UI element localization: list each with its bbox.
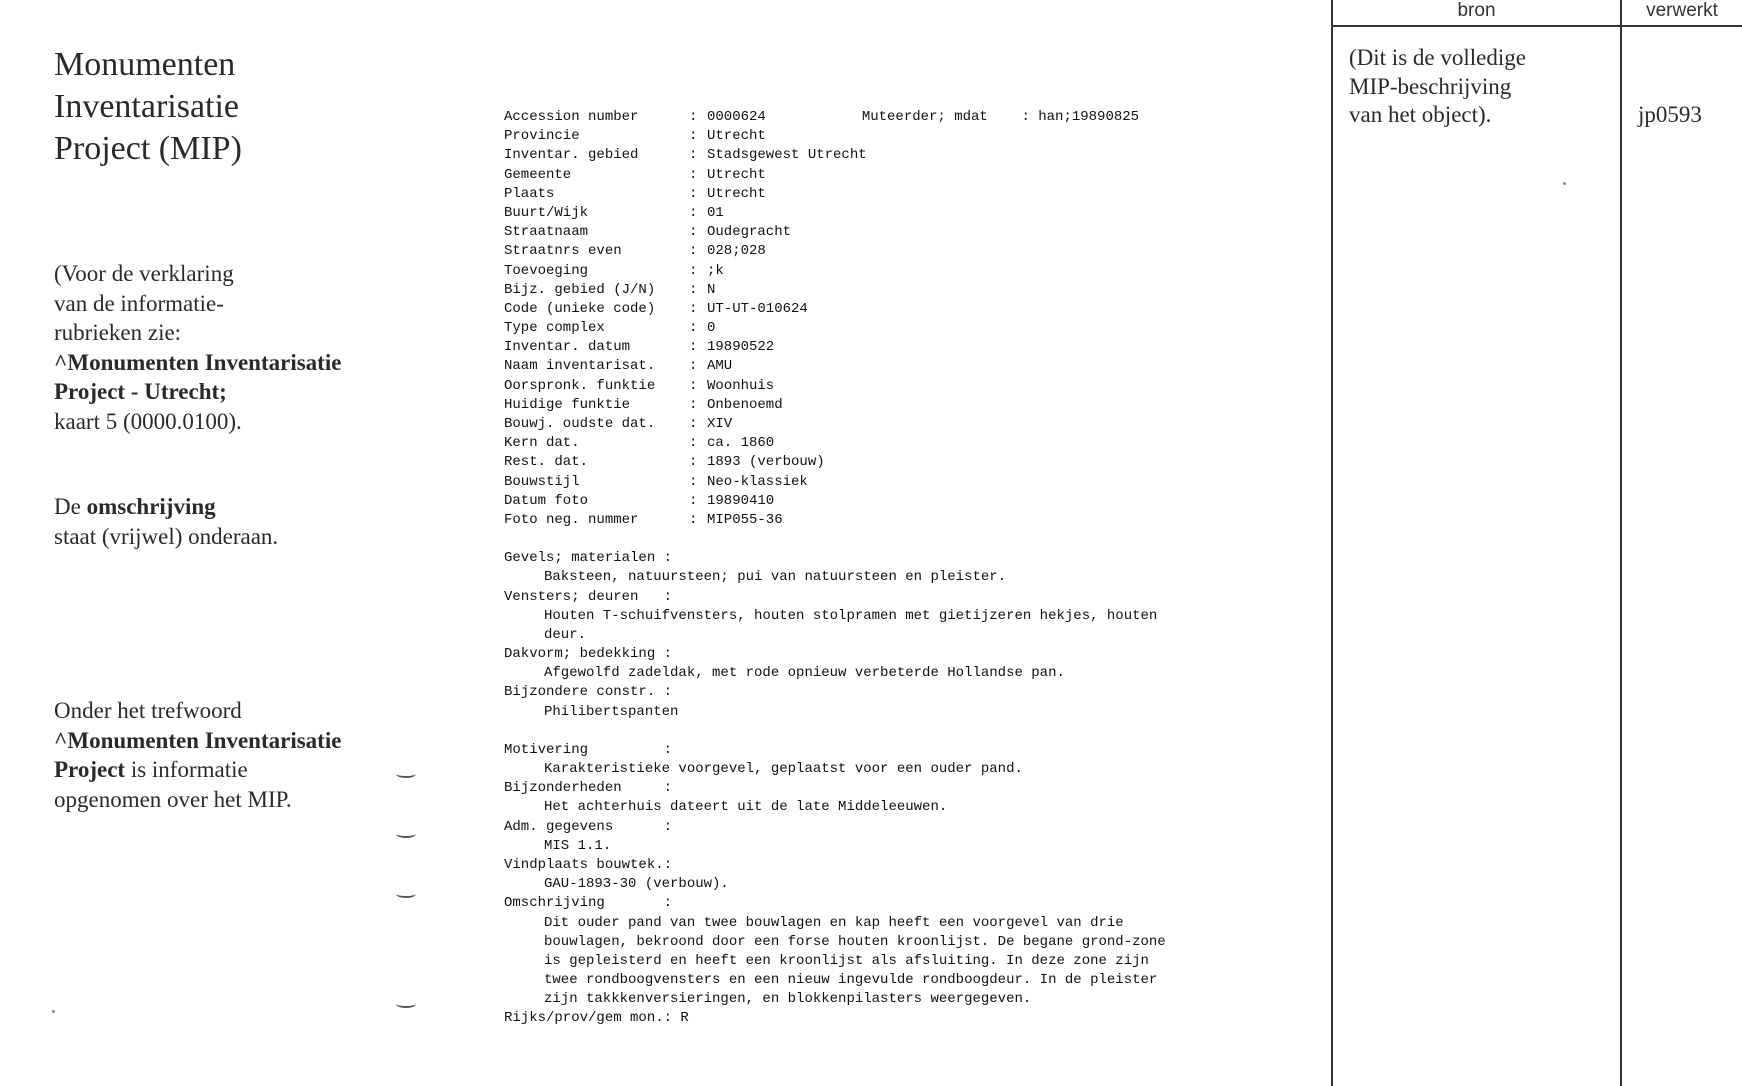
record-field-row — [504, 204, 1166, 223]
section-heading: Vensters; deuren : — [504, 588, 673, 605]
field-label: Oorspronk. funktie — [504, 377, 656, 394]
field-label: Provincie — [504, 128, 580, 145]
field-value: N — [707, 281, 716, 298]
record-field-row — [504, 127, 1166, 146]
field-value: AMU — [707, 358, 733, 375]
section-text-line: Afgewolfd zadeldak, met rode opnieuw verbeterde Hollandse pan. — [544, 665, 1065, 682]
field-label: Straatnrs even — [504, 243, 622, 260]
page-title — [54, 44, 242, 170]
note-line: De omschrijving — [54, 494, 216, 519]
record-field-row — [504, 166, 1166, 185]
note-line: staat (vrijwel) onderaan. — [54, 523, 279, 549]
field-value: UT-UT-010624 — [707, 300, 808, 317]
field-label: Bijz. gebied (J/N) — [504, 281, 656, 298]
section-text-line: bouwlagen, bekroond door een forse houten kroonlijst. De begane grond-zone — [544, 933, 1166, 950]
field-label: Bouwj. oudste dat. — [504, 416, 656, 432]
field-value: ;k — [707, 262, 724, 279]
title-line: Monumenten — [54, 46, 236, 83]
section-heading: Adm. gegevens : — [504, 818, 673, 835]
section-text-line: zijn takkkenversieringen, en blokkenpilasters weergegeven. — [544, 991, 1032, 1008]
field-separator: : — [689, 511, 698, 528]
bron-line: MIP-beschrijving — [1349, 73, 1512, 99]
bron-line: van het object). — [1349, 102, 1492, 127]
record-field-row — [504, 357, 1166, 376]
field-label: Gemeente — [504, 166, 572, 183]
reference-link-line[interactable]: ^Monumenten Inventarisatie — [54, 727, 342, 753]
field-value: Utrecht — [707, 166, 766, 183]
record-field-row — [504, 242, 1166, 261]
section-text-line: Het achterhuis dateert uit de late Middeleeuwen. — [544, 799, 948, 816]
field-separator: : — [689, 416, 698, 432]
field-separator: : — [689, 300, 698, 317]
section-heading: Vindplaats bouwtek.: — [504, 856, 673, 873]
record-field-row — [504, 338, 1166, 357]
record-sections-notes — [504, 741, 1166, 1010]
section-heading: Gevels; materialen : — [504, 550, 673, 567]
record-field-row — [504, 377, 1166, 396]
field-separator: : — [689, 358, 698, 375]
note-line: van de informatie- — [54, 290, 224, 316]
field-separator: : — [689, 185, 698, 202]
field-label: Bouwstijl — [504, 473, 580, 490]
field-label: Naam inventarisat. — [504, 358, 656, 375]
section-text-line: twee rondboogvensters en een nieuw ingevulde rondboogdeur. In de pleister — [544, 972, 1158, 989]
binder-hole-mark — [396, 1000, 416, 1008]
field-label: Huidige funktie — [504, 396, 631, 413]
bron-note — [1349, 44, 1526, 130]
record-field-row — [504, 319, 1166, 338]
reference-link[interactable]: Project — [54, 757, 126, 782]
section-heading: Bijzondere constr. : — [504, 684, 673, 701]
binder-hole-mark — [396, 890, 416, 898]
field-separator: : — [689, 109, 698, 125]
mip-record — [504, 108, 1166, 1029]
keyword-note — [54, 696, 341, 814]
field-value: Oudegracht — [707, 224, 792, 241]
field-label: Plaats — [504, 185, 555, 202]
section-text-line: GAU-1893-30 (verbouw). — [544, 876, 729, 893]
field-value: 01 — [707, 204, 724, 221]
field-label: Inventar. datum — [504, 339, 631, 356]
record-field-row — [504, 453, 1166, 472]
field-separator: : — [689, 473, 698, 490]
field-separator: : — [689, 243, 698, 260]
record-field-row — [504, 415, 1166, 434]
field-label: Straatnaam — [504, 224, 589, 241]
scan-speck — [52, 1010, 55, 1013]
field-label: Inventar. gebied — [504, 147, 639, 164]
title-line: Project (MIP) — [54, 130, 242, 167]
record-field-row — [504, 300, 1166, 319]
field-value: MIP055-36 — [707, 511, 783, 528]
section-text-line: Houten T-schuifvensters, houten stolpramen met gietijzeren hekjes, houten — [544, 607, 1158, 624]
field-label: Buurt/Wijk — [504, 204, 589, 221]
bron-header: bron — [1457, 0, 1496, 21]
note-line: opgenomen over het MIP. — [54, 786, 292, 812]
field-separator: : — [689, 396, 698, 413]
field-value: Utrecht — [707, 128, 766, 145]
reference-link-line[interactable]: ^Monumenten Inventarisatie — [54, 349, 342, 375]
record-field-row — [504, 281, 1166, 300]
field-separator: : — [689, 128, 698, 145]
description-note — [54, 492, 278, 551]
field-value: 0 — [707, 320, 716, 337]
section-text-line: is gepleisterd en heeft een kroonlijst als afsluiting. In deze zone zijn — [544, 952, 1149, 969]
reference-link-line[interactable]: Project - Utrecht; — [54, 379, 227, 404]
header-rule — [1331, 25, 1742, 27]
field-value: 1893 (verbouw) — [707, 454, 825, 471]
field-separator: : — [689, 281, 698, 298]
record-field-row — [504, 262, 1166, 281]
field-value: Utrecht — [707, 185, 766, 202]
verwerkt-header: verwerkt — [1646, 0, 1718, 21]
bron-line: (Dit is de volledige — [1349, 45, 1526, 70]
field-value: Stadsgewest Utrecht — [707, 147, 867, 164]
field-value: XIV — [707, 416, 733, 432]
field-separator: : — [689, 320, 698, 337]
field-value: Neo-klassiek — [707, 473, 808, 490]
section-text-line: Karakteristieke voorgevel, geplaatst voor een ouder pand. — [544, 761, 1023, 777]
note-line: (Voor de verklaring — [54, 261, 234, 286]
field-value: 19890522 — [707, 339, 775, 356]
column-divider — [1620, 0, 1622, 1086]
field-label: Kern dat. — [504, 435, 580, 452]
note-line: Onder het trefwoord — [54, 698, 242, 723]
field-value: 028;028 — [707, 243, 766, 260]
field-label: Accession number — [504, 109, 639, 125]
field-separator: : — [689, 147, 698, 164]
binder-hole-mark — [396, 830, 416, 838]
section-text-line: MIS 1.1. — [544, 837, 612, 854]
field-label: Type complex — [504, 320, 605, 337]
field-separator: : — [689, 377, 698, 394]
record-field-row — [504, 434, 1166, 453]
record-field-row — [504, 396, 1166, 415]
record-field-row — [504, 185, 1166, 204]
section-heading: Bijzonderheden : — [504, 780, 673, 797]
field-label: Foto neg. nummer — [504, 511, 639, 528]
field-separator: : — [689, 262, 698, 279]
explanation-note — [54, 259, 341, 436]
field-separator: : — [689, 204, 698, 221]
field-value: Woonhuis — [707, 377, 775, 394]
record-field-row — [504, 223, 1166, 242]
field-separator: : — [689, 224, 698, 241]
record-sections-building — [504, 549, 1166, 722]
field-separator: : — [689, 166, 698, 183]
field-label: Code (unieke code) — [504, 300, 656, 317]
scan-speck — [1563, 182, 1566, 185]
field-value: ca. 1860 — [707, 435, 775, 452]
field-separator: : — [689, 492, 698, 509]
title-line: Inventarisatie — [54, 88, 240, 125]
field-label: Toevoeging — [504, 262, 589, 279]
field-separator: : — [689, 435, 698, 452]
section-text-line: Dit ouder pand van twee bouwlagen en kap heeft een voorgevel van drie — [544, 914, 1124, 931]
field-separator: : — [689, 454, 698, 471]
note-line: rubrieken zie: — [54, 320, 182, 345]
field-value: Onbenoemd — [707, 396, 783, 413]
column-divider — [1331, 0, 1333, 1086]
section-text-line: Philibertspanten — [544, 703, 679, 720]
field-label: Datum foto — [504, 492, 589, 509]
section-text-line: deur. — [544, 626, 587, 643]
record-field-row — [504, 146, 1166, 165]
field-label: Rest. dat. — [504, 454, 589, 471]
binder-hole-mark — [396, 770, 416, 778]
note-line: kaart 5 (0000.0100). — [54, 408, 242, 434]
section-heading: Dakvorm; bedekking : — [504, 646, 673, 663]
verwerkt-code: jp0593 — [1638, 102, 1702, 127]
field-value: 0000624 — [707, 109, 766, 125]
section-heading: Omschrijving : — [504, 895, 673, 912]
note-line: Project is informatie — [54, 757, 248, 782]
monument-status-line: Rijks/prov/gem mon.: R — [504, 1010, 689, 1027]
record-field-row — [504, 511, 1166, 530]
field-extra: Muteerder; mdat : han;19890825 — [861, 109, 1140, 125]
record-fields — [504, 108, 1166, 530]
field-separator: : — [689, 339, 698, 356]
field-value: 19890410 — [707, 492, 775, 509]
record-field-row — [504, 108, 1166, 127]
section-heading: Motivering : — [504, 741, 673, 758]
record-field-row — [504, 473, 1166, 492]
section-text-line: Baksteen, natuursteen; pui van natuursteen en pleister. — [544, 569, 1007, 586]
record-field-row — [504, 492, 1166, 511]
